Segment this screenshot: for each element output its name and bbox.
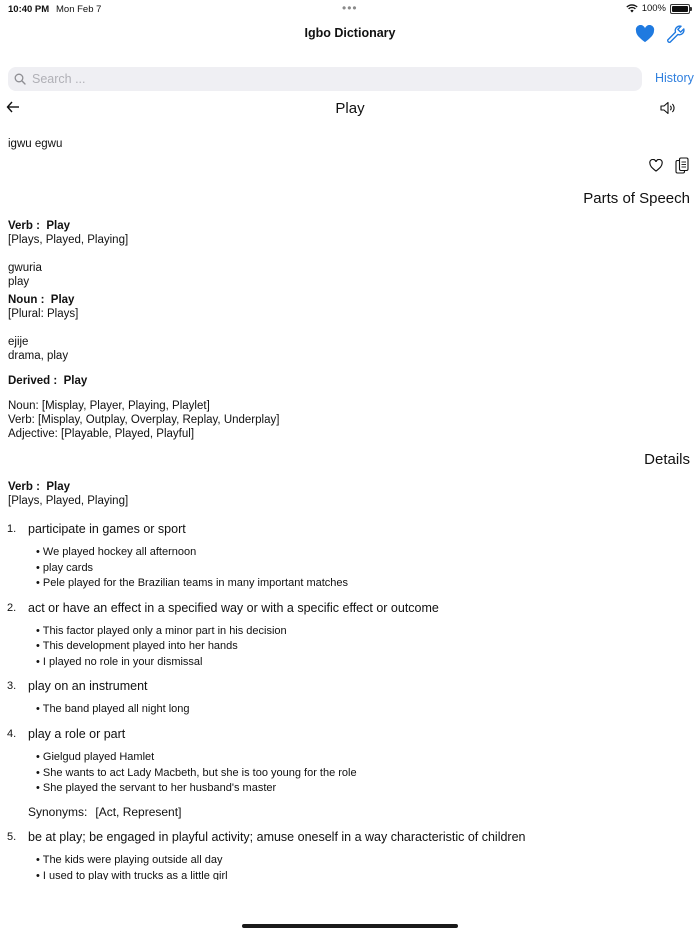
example-item: • She wants to act Lady Macbeth, but she is too young for the role (36, 767, 357, 779)
sense-definition: play on an instrument (28, 679, 148, 693)
example-item: • Gielgud played Hamlet (36, 751, 155, 763)
history-button[interactable]: History (655, 71, 694, 85)
noun-word: Play (50, 294, 75, 306)
sense-definition: play a role or part (28, 727, 126, 741)
status-date: Mon Feb 7 (56, 4, 102, 15)
copy-icon (675, 157, 689, 175)
example-item: • The kids were playing outside all day (36, 854, 223, 866)
example-item: • I used to play with trucks as a little girl (36, 870, 228, 880)
derived-noun: Noun: [Misplay, Player, Playing, Playlet] (8, 400, 210, 412)
verb-english: play (8, 276, 30, 288)
noun-label: Noun : (8, 294, 45, 306)
derived-word: Play (63, 375, 88, 387)
derived-verb: Verb: [Misplay, Outplay, Overplay, Replay, Underplay] (8, 414, 280, 426)
speaker-icon (660, 101, 676, 115)
example-item: • The band played all night long (36, 703, 190, 715)
noun-igbo: ejije (8, 336, 29, 348)
details-verb-forms: [Plays, Played, Playing] (8, 495, 129, 507)
example-item: • This development played into her hands (36, 640, 238, 652)
battery-icon (670, 4, 690, 14)
search-input[interactable] (30, 71, 624, 87)
favorites-button[interactable] (635, 25, 655, 43)
sense-number: 1. (7, 523, 17, 535)
sense-number: 5. (7, 831, 17, 843)
status-time: 10:40 PM (8, 4, 50, 15)
heart-outline-icon (649, 159, 663, 172)
noun-english: drama, play (8, 350, 69, 362)
example-item: • I played no role in your dismissal (36, 656, 203, 668)
noun-header (8, 293, 74, 307)
battery-fill (672, 6, 688, 12)
sense-definition: be at play; be engaged in playful activity; amuse oneself in a way characteristic of children (28, 830, 526, 844)
sense-number: 4. (7, 728, 17, 740)
details-verb-header (8, 480, 70, 494)
verb-label: Verb : (8, 220, 40, 232)
example-item: • We played hockey all afternoon (36, 546, 197, 558)
sense-definition: act or have an effect in a specified way or with a specific effect or outcome (28, 601, 439, 615)
search-icon (14, 73, 26, 85)
status-bar (0, 0, 700, 18)
example-item: • play cards (36, 562, 94, 574)
status-indicators (626, 3, 690, 14)
settings-button[interactable] (665, 23, 687, 45)
battery-percent: 100% (641, 3, 666, 14)
multitasking-dots-icon[interactable]: ••• (342, 1, 358, 15)
wifi-icon (626, 4, 638, 13)
derived-adjective: Adjective: [Playable, Played, Playful] (8, 428, 195, 440)
noun-forms: [Plural: Plays] (8, 308, 79, 320)
verb-word: Play (46, 220, 71, 232)
example-item: • Pele played for the Brazilian teams in many important matches (36, 577, 349, 589)
details-verb-label: Verb : (8, 481, 40, 493)
sense-number: 3. (7, 680, 17, 692)
verb-forms: [Plays, Played, Playing] (8, 234, 129, 246)
copy-button[interactable] (675, 157, 689, 175)
heart-filled-icon (635, 25, 655, 43)
details-heading: Details (644, 451, 690, 468)
favorite-button[interactable] (649, 159, 663, 173)
details-verb-word: Play (46, 481, 71, 493)
verb-header (8, 219, 70, 233)
parts-heading: Parts of Speech (583, 190, 690, 207)
verb-igbo: gwuria (8, 262, 42, 274)
app-title: Igbo Dictionary (304, 26, 396, 40)
example-item: • She played the servant to her husband's master (36, 782, 277, 794)
synonyms-value: [Act, Represent] (95, 805, 182, 819)
entry-word: Play (335, 100, 365, 117)
sense-definition: participate in games or sport (28, 522, 186, 536)
example-item: • This factor played only a minor part in his decision (36, 625, 287, 637)
sense-number: 2. (7, 602, 17, 614)
pronounce-button[interactable] (660, 101, 676, 115)
wrench-icon (665, 23, 687, 45)
synonyms-label: Synonyms: (28, 805, 88, 819)
derived-label: Derived : (8, 375, 58, 387)
translation: igwu egwu (8, 138, 63, 150)
search-bar[interactable] (8, 67, 642, 91)
synonyms-row (28, 805, 181, 819)
home-indicator[interactable] (242, 924, 458, 928)
derived-header (8, 374, 87, 388)
